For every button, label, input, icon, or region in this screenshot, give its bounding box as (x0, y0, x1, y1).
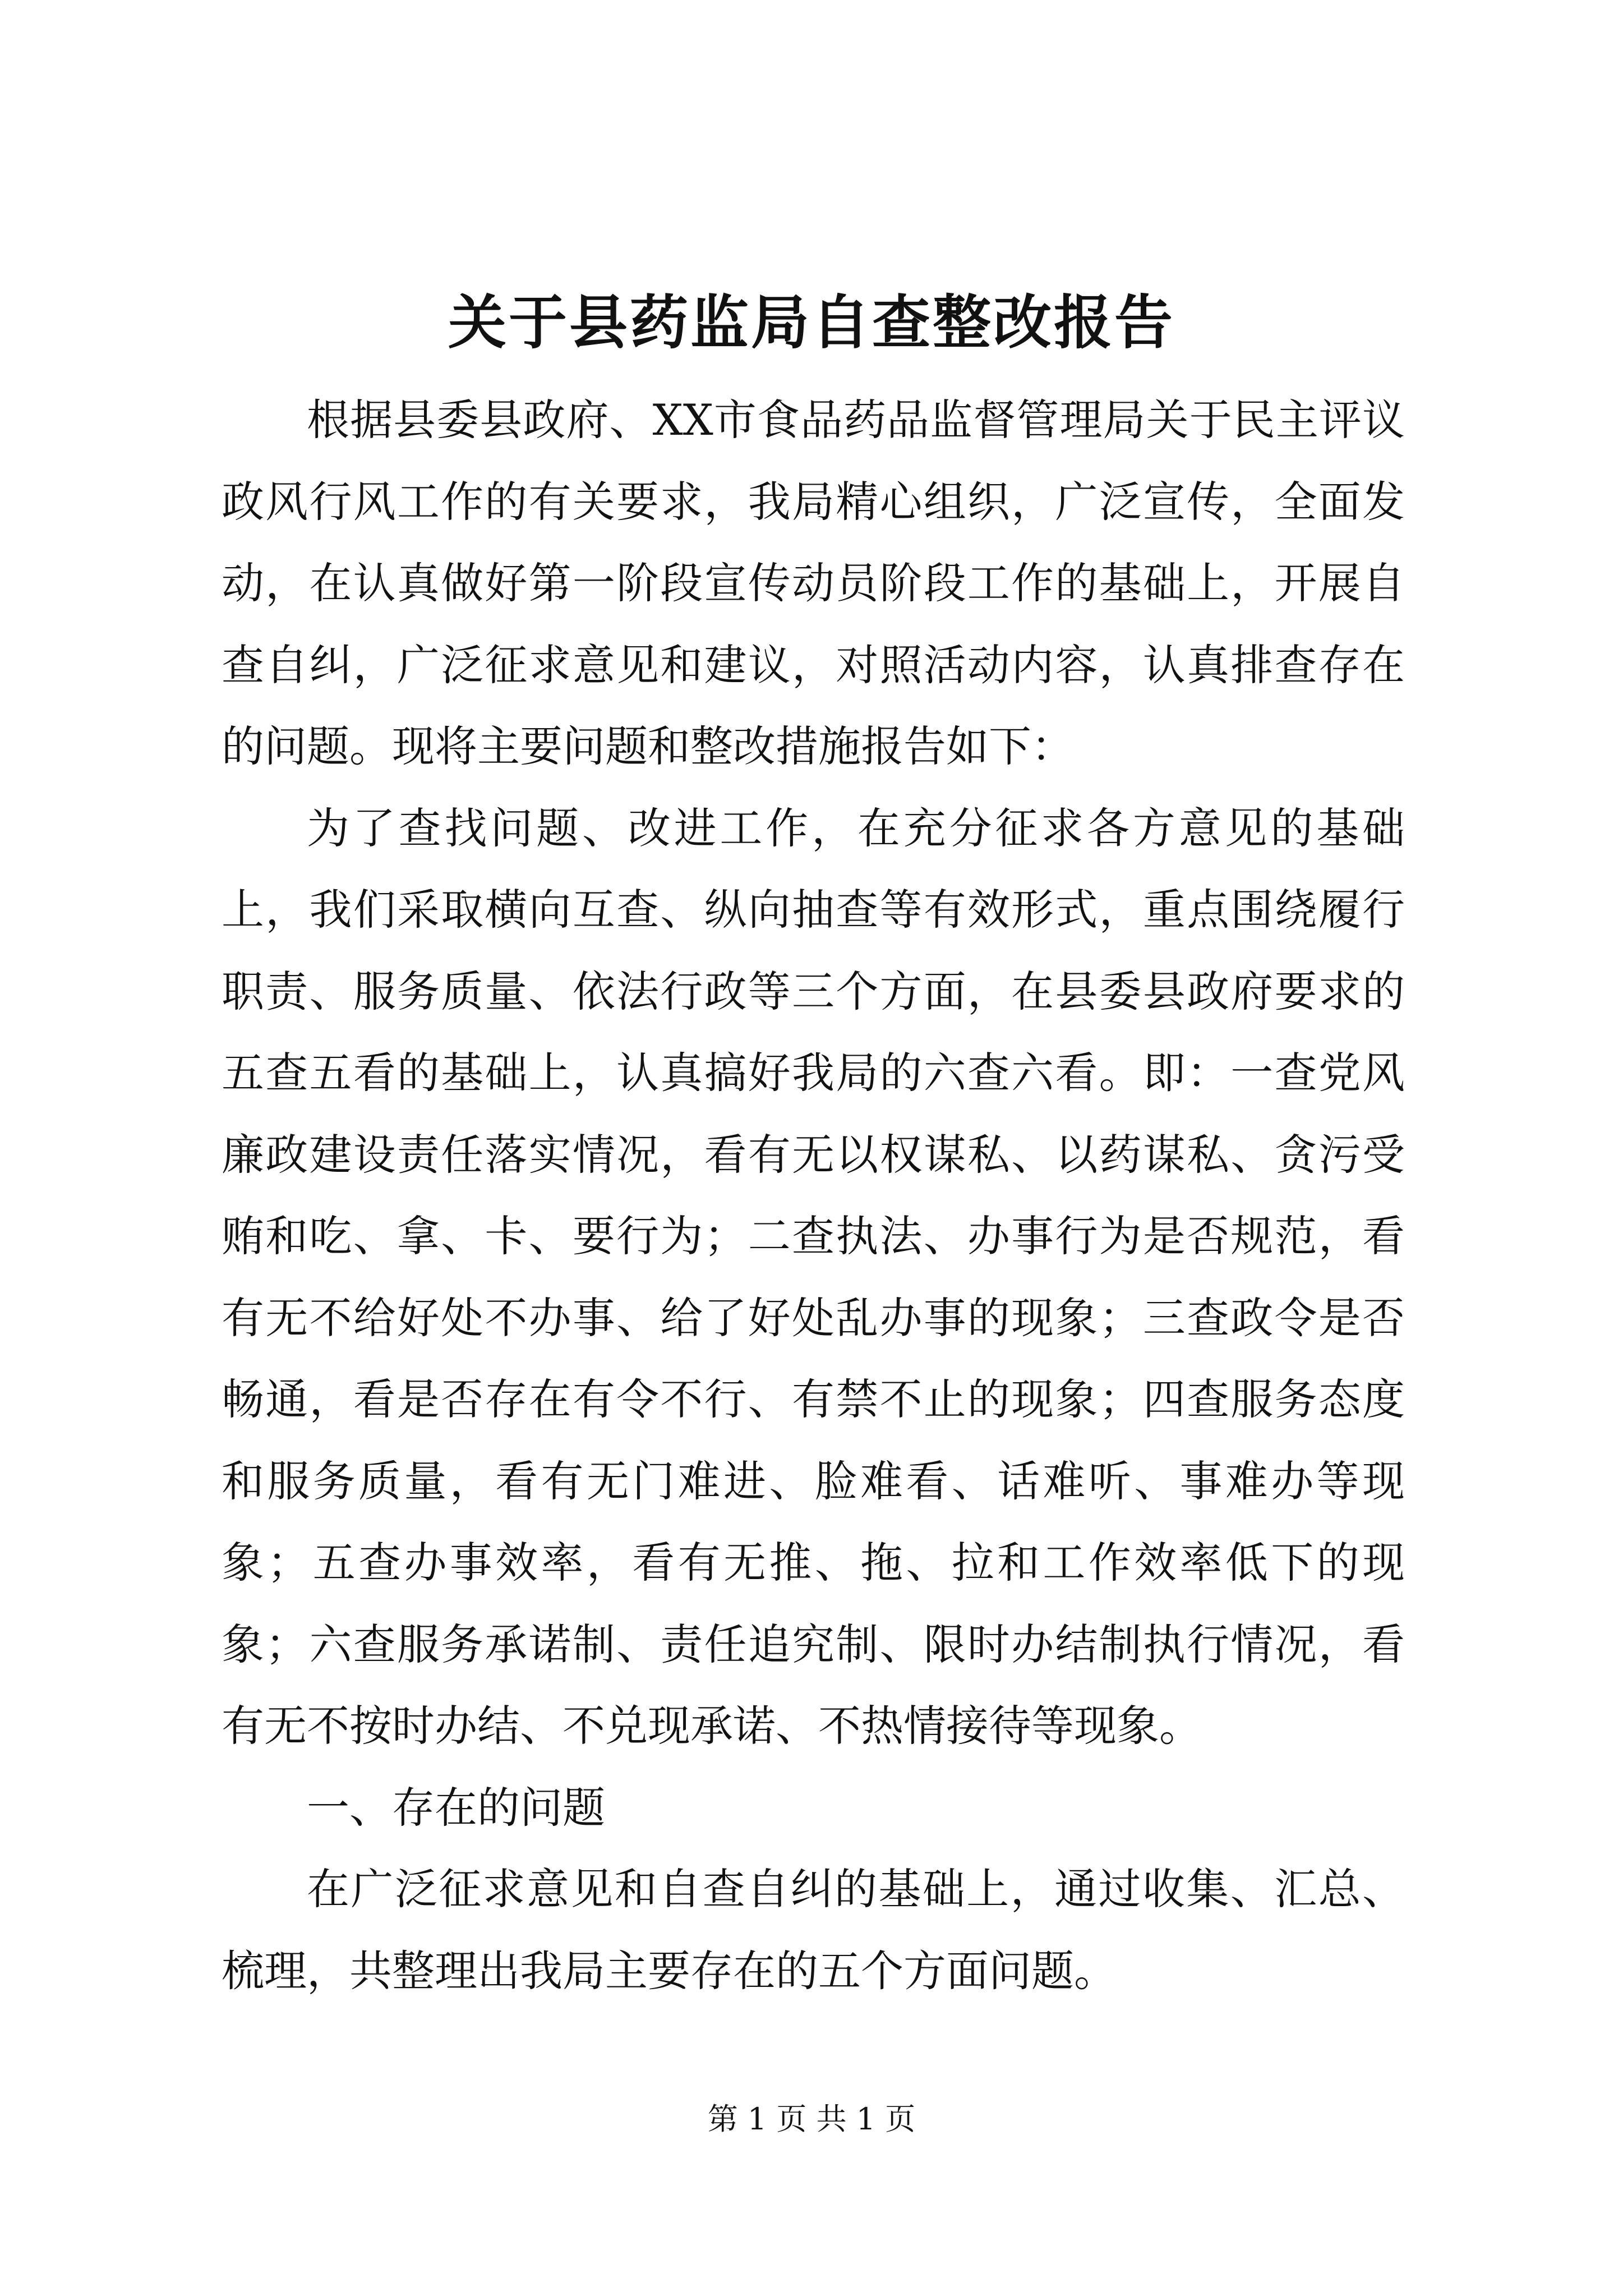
page-number-footer: 第 1 页 共 1 页 (707, 2101, 916, 2137)
paragraph-intro: 根据县委县政府、XX市食品药品监督管理局关于民主评议政风行风工作的有关要求，我局精心组织，广泛宣传，全面发动，在认真做好第一阶段宣传动员阶段工作的基础上，开展自查自纠，广泛征求意见和建议，对照活动内容，认真排查存在的问题。现将主要问题和整改措施报告如下： (222, 395, 1405, 771)
document-body (222, 379, 1405, 2012)
paragraph-problems-summary: 在广泛征求意见和自查自纠的基础上，通过收集、汇总、梳理，共整理出我局主要存在的五个方面问题。 (222, 1864, 1405, 1996)
document-title: 关于县药监局自查整改报告 (448, 288, 1175, 357)
paragraph-inspection: 为了查找问题、改进工作，在充分征求各方意见的基础上，我们采取横向互查、纵向抽查等有效形式，重点围绕履行职责、服务质量、依法行政等三个方面，在县委县政府要求的五查五看的基础上，认真搞好我局的六查六看。即：一查党风廉政建设责任落实情况，看有无以权谋私、以药谋私、贪污受贿和吃、拿、卡、要行为；二查执法、办事行为是否规范，看有无不给好处不办事、给了好处乱办事的现象；三查政令是否畅通，看是否存在有令不行、有禁不止的现象；四查服务态度和服务质量，看有无门难进、脸难看、话难听、事难办等现象；五查办事效率，看有无推、拖、拉和工作效率低下的现象；六查服务承诺制、责任追究制、限时办结制执行情况，看有无不按时办结、不兑现承诺、不热情接待等现象。 (222, 803, 1405, 1751)
section-heading-problems: 一、存在的问题 (307, 1782, 605, 1833)
